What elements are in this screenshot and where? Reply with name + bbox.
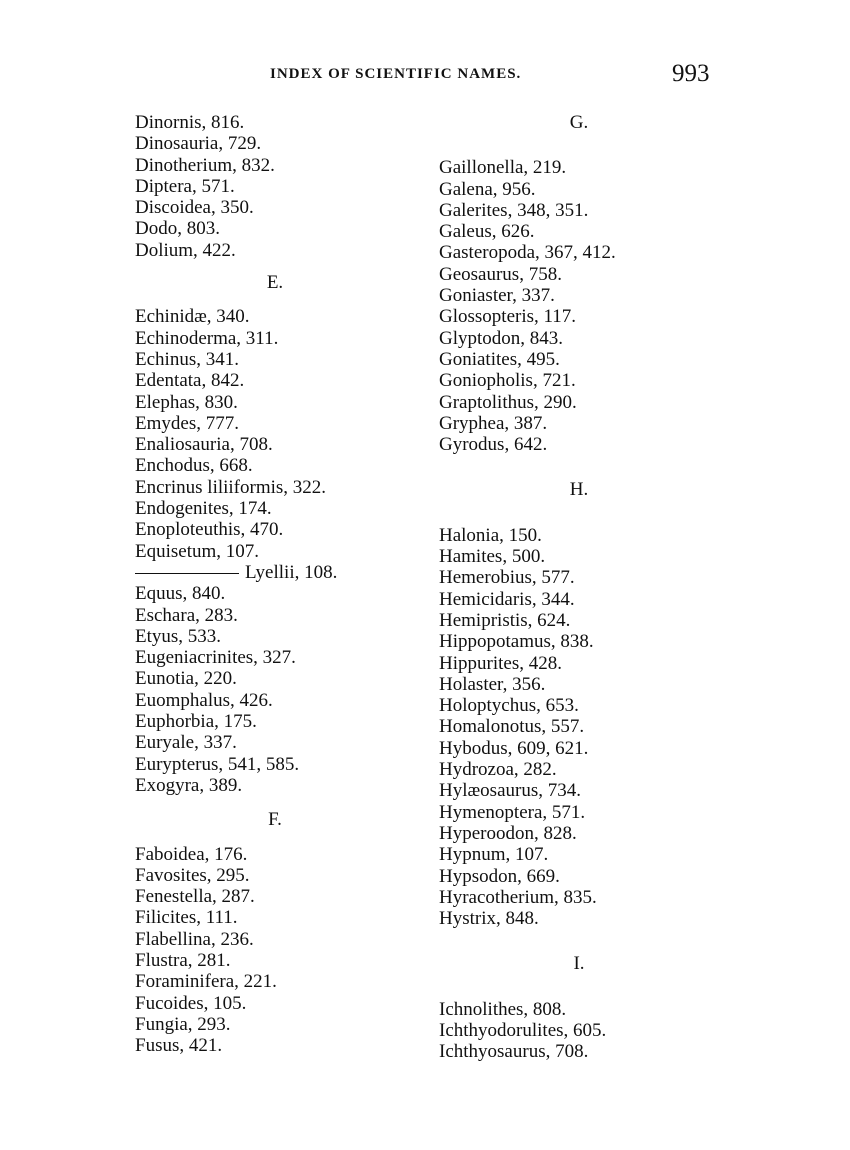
index-entry: Hymenoptera, 571. (439, 801, 586, 823)
index-entry: Hystrix, 848. (439, 908, 539, 930)
index-entry: Fenestella, 287. (135, 886, 255, 908)
index-entry: Echinus, 341. (135, 348, 239, 370)
index-entry: Dinosauria, 729. (135, 133, 262, 155)
index-entry: Hemipristis, 624. (439, 609, 571, 631)
index-entry: Eurypterus, 541, 585. (135, 753, 300, 775)
index-entry: Gaillonella, 219. (439, 157, 567, 179)
index-entry: Goniatites, 495. (439, 348, 560, 370)
index-entry: Hemicidaris, 344. (439, 588, 575, 610)
index-entry: Ichthyosaurus, 708. (439, 1041, 589, 1063)
index-entry: Echinidæ, 340. (135, 306, 250, 328)
index-entry: Favosites, 295. (135, 864, 250, 886)
index-entry: Hemerobius, 577. (439, 567, 575, 589)
index-entry: Ichthyodorulites, 605. (439, 1019, 607, 1041)
section-letter-e: E. (266, 272, 284, 294)
index-entry: Fucoides, 105. (135, 992, 247, 1014)
index-entry: Discoidea, 350. (135, 197, 254, 219)
index-entry: Hypsodon, 669. (439, 865, 560, 887)
index-entry: Echinoderma, 311. (135, 327, 279, 349)
section-letter-f: F. (268, 809, 282, 831)
left-column (135, 112, 425, 1056)
section-i (439, 999, 729, 1063)
index-entry: Eugeniacrinites, 327. (135, 647, 296, 669)
index-entry: Fungia, 293. (135, 1013, 231, 1035)
index-entry: Galena, 956. (439, 178, 536, 200)
index-entry: Euomphalus, 426. (135, 689, 273, 711)
index-entry: Gryphea, 387. (439, 412, 548, 434)
index-entry: Dodo, 803. (135, 218, 220, 240)
index-entry: Geosaurus, 758. (439, 263, 562, 285)
index-entry: Hyracotherium, 835. (439, 886, 597, 908)
index-entry: Hydrozoa, 282. (439, 759, 557, 781)
index-entry: Homalonotus, 557. (439, 716, 585, 738)
section-letter-i: I. (573, 953, 585, 975)
section-f (135, 844, 425, 1057)
index-entry: Galeus, 626. (439, 221, 535, 243)
index-entry: Goniopholis, 721. (439, 370, 576, 392)
index-entry: Encrinus liliiformis, 322. (135, 476, 327, 498)
index-entry: Dolium, 422. (135, 239, 236, 261)
section-g (439, 157, 729, 455)
section-e-part-a (135, 306, 425, 562)
running-head: INDEX OF SCIENTIFIC NAMES. (270, 66, 522, 82)
index-entry: Ichnolithes, 808. (439, 998, 567, 1020)
index-entry: Enchodus, 668. (135, 455, 253, 477)
index-entry: Gasteropoda, 367, 412. (439, 242, 616, 264)
section-h (439, 525, 729, 930)
index-entry: Elephas, 830. (135, 391, 238, 413)
index-entry: Exogyra, 389. (135, 774, 243, 796)
index-entry: Edentata, 842. (135, 370, 245, 392)
index-entry: Halonia, 150. (439, 524, 542, 546)
section-letter-h: H. (569, 479, 589, 501)
section-letter-g: G. (569, 112, 589, 133)
section-e-part-b (135, 583, 425, 796)
index-entry: Goniaster, 337. (439, 285, 555, 307)
index-entry: Eunotia, 220. (135, 668, 237, 690)
section-d (135, 112, 425, 261)
index-entry: Hyperoodon, 828. (439, 822, 577, 844)
index-entry: Galerites, 348, 351. (439, 199, 589, 221)
right-column (439, 112, 729, 1063)
index-entry: Dinornis, 816. (135, 112, 245, 133)
index-entry: Holaster, 356. (439, 673, 546, 695)
index-entry: Fusus, 421. (135, 1035, 223, 1057)
index-entry: Enaliosauria, 708. (135, 434, 273, 456)
subentry-text: Lyellii, 108. (245, 561, 338, 583)
index-subentry (135, 562, 425, 583)
index-entry: Dinotherium, 832. (135, 154, 275, 176)
index-entry: Glossopteris, 117. (439, 306, 577, 328)
index-entry: Enoploteuthis, 470. (135, 519, 284, 541)
index-entry: Gyrodus, 642. (439, 434, 548, 456)
index-entry: Graptolithus, 290. (439, 391, 577, 413)
index-entry: Emydes, 777. (135, 412, 239, 434)
index-entry: Equus, 840. (135, 583, 226, 605)
index-entry: Euryale, 337. (135, 732, 237, 754)
index-entry: Hylæosaurus, 734. (439, 780, 581, 802)
index-entry: Diptera, 571. (135, 175, 235, 197)
index-entry: Eschara, 283. (135, 604, 238, 626)
index-entry: Hybodus, 609, 621. (439, 737, 589, 759)
index-entry: Endogenites, 174. (135, 498, 272, 520)
page-number: 993 (672, 60, 710, 87)
index-entry: Equisetum, 107. (135, 540, 260, 562)
index-entry: Etyus, 533. (135, 625, 222, 647)
index-entry: Foraminifera, 221. (135, 971, 277, 993)
index-entry: Faboidea, 176. (135, 843, 248, 865)
index-entry: Flustra, 281. (135, 949, 231, 971)
index-entry: Holoptychus, 653. (439, 695, 579, 717)
ditto-rule (135, 573, 239, 574)
index-entry: Flabellina, 236. (135, 928, 254, 950)
index-entry: Hippurites, 428. (439, 652, 562, 674)
index-entry: Glyptodon, 843. (439, 327, 564, 349)
index-entry: Filicites, 111. (135, 907, 238, 929)
index-entry: Hamites, 500. (439, 546, 546, 568)
index-entry: Euphorbia, 175. (135, 711, 257, 733)
index-entry: Hypnum, 107. (439, 844, 549, 866)
index-entry: Hippopotamus, 838. (439, 631, 594, 653)
